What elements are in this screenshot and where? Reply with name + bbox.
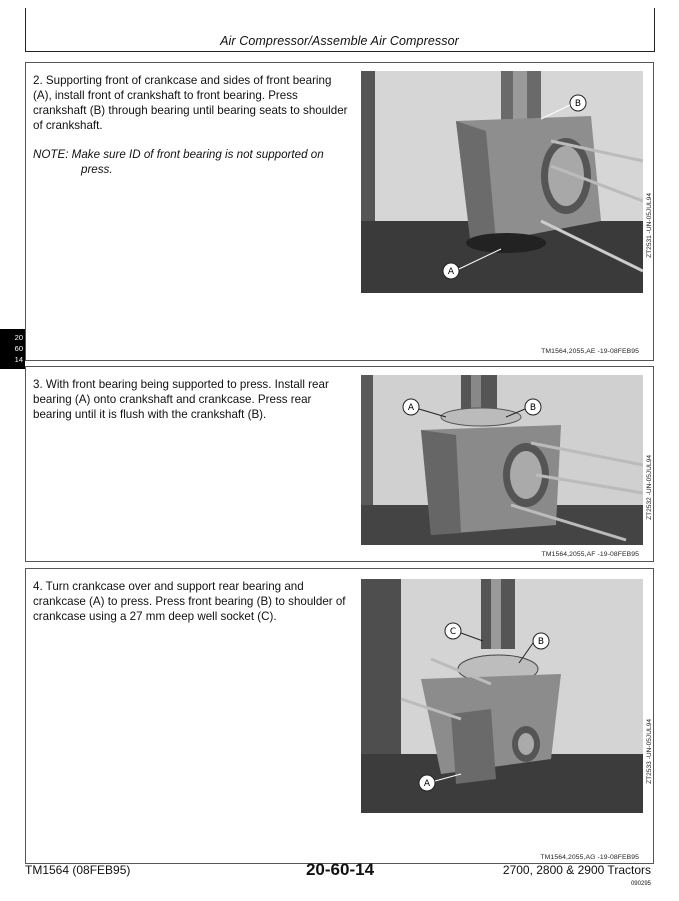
- figure-zt2532-code: ZT2532 -UN-05JUL94: [646, 455, 653, 520]
- step-block-2: [25, 62, 654, 361]
- footer-manual-id: TM1564 (08FEB95): [25, 863, 131, 877]
- callout-b-label: B: [529, 403, 537, 413]
- section-tab-line2: 60: [14, 344, 23, 353]
- step-3-text: 3. With front bearing being supported to press. Install rear bearing (A) onto crankshaft and crankcase. Press rear bearing until it is flush with the crankshaft (B).: [33, 378, 329, 421]
- callout-b-label: B: [537, 637, 545, 647]
- section-tab-line1: 20: [14, 333, 23, 342]
- step-block-4: [25, 568, 654, 864]
- note-text-rest: press.: [81, 163, 113, 176]
- step-4-text: 4. Turn crankcase over and support rear bearing and crankcase (A) to press. Press front bearing (B) to shoulder of crankcase using a 27 mm deep well socket (C).: [33, 580, 346, 623]
- section-tab: [0, 329, 25, 369]
- figure-zt2533-photo: [361, 579, 643, 813]
- footer-page-number: 20-60-14: [305, 860, 375, 879]
- callout-a-label: A: [407, 403, 415, 413]
- header-rule-bottom: [25, 51, 655, 52]
- footer-model-line: 2700, 2800 & 2900 Tractors: [502, 863, 651, 877]
- section-tab-line3: 14: [14, 355, 23, 364]
- figure-zt2531-illustration: [361, 71, 643, 293]
- figure-zt2533-illustration: [361, 579, 643, 813]
- figure-zt2531-id: TM1564,2055,AE -19-08FEB95: [541, 348, 639, 355]
- callout-c-label: C: [449, 627, 457, 637]
- step-block-3: [25, 366, 654, 562]
- callout-a-label: A: [447, 267, 455, 277]
- figure-zt2531-photo: [361, 71, 643, 293]
- figure-zt2532-id: TM1564,2055,AF -19-08FEB95: [541, 551, 639, 558]
- step-2-text: 2. Supporting front of crankcase and sides of front bearing (A), install front of crankshaft to front bearing. Press crankshaft (B) through bearing until bearing seats to shoulder of crankshaft.: [33, 74, 348, 132]
- note-label: NOTE:: [33, 148, 69, 161]
- step-2-note: [33, 147, 351, 177]
- callout-a-label: A: [423, 779, 431, 789]
- note-text-first: Make sure ID of front bearing is not supported on: [71, 148, 324, 161]
- figure-zt2531-code: ZT2531 -UN-05JUL94: [646, 193, 653, 258]
- figure-zt2532-photo: [361, 375, 643, 545]
- figure-zt2533-code: ZT2533 -UN-05JUL94: [646, 719, 653, 784]
- callout-b-label: B: [574, 99, 582, 109]
- footer-small-code: 090295: [630, 881, 651, 887]
- figure-zt2532-illustration: [361, 375, 643, 545]
- page-title: Air Compressor/Assemble Air Compressor: [220, 34, 459, 48]
- figure-zt2533-id: TM1564,2055,AG -19-08FEB95: [540, 854, 639, 861]
